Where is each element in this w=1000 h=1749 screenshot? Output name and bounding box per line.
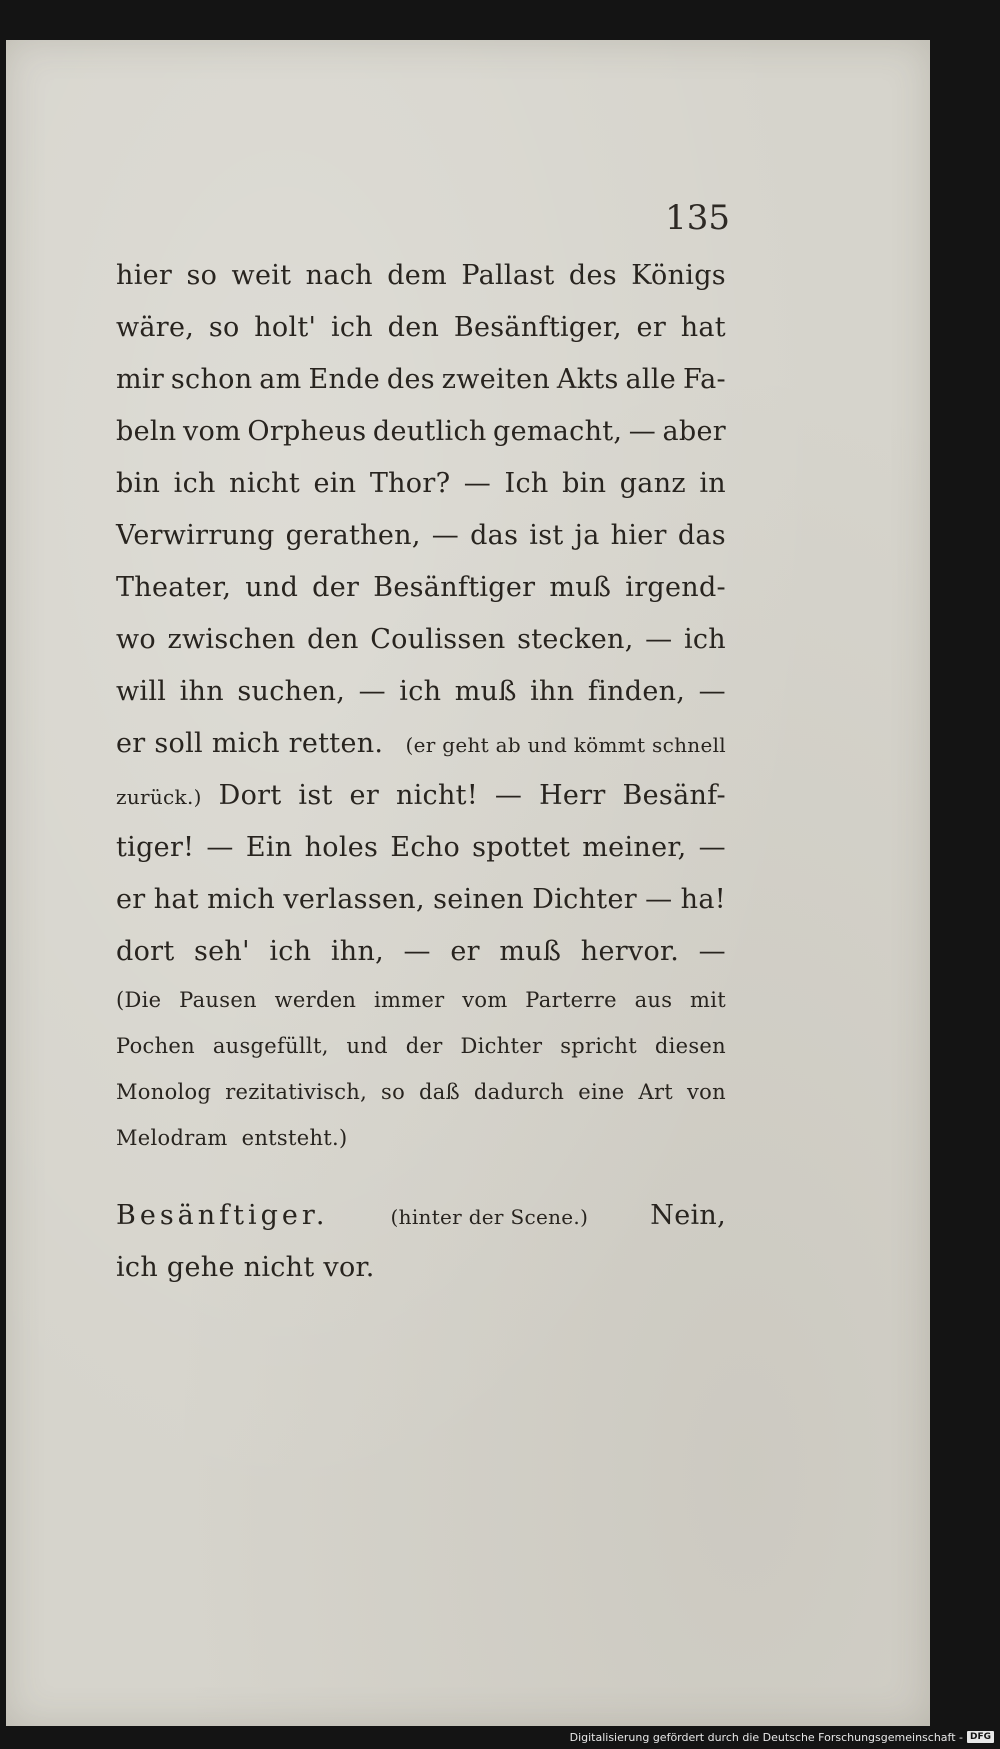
word: und <box>245 572 299 603</box>
word: gemacht, <box>493 416 623 447</box>
word: holt' <box>254 312 317 343</box>
word: entsteht.) <box>241 1126 348 1150</box>
word: er <box>349 780 380 811</box>
word: am <box>259 364 302 395</box>
text-line <box>116 468 726 520</box>
text-line <box>116 260 726 312</box>
word: Dichter <box>532 884 637 915</box>
word: ausgefüllt, <box>212 1034 329 1058</box>
word: der <box>405 1034 443 1058</box>
text-block <box>116 260 726 1304</box>
word: ich <box>269 936 312 967</box>
word: ich <box>173 468 216 499</box>
word: so <box>381 1080 406 1104</box>
word: Monolog <box>116 1080 212 1104</box>
word: ja <box>574 520 600 551</box>
word: Ein <box>245 832 293 863</box>
word: ihn <box>530 676 575 707</box>
word: ich <box>330 312 373 343</box>
digitization-credit <box>570 1729 994 1745</box>
stage-direction-line <box>116 1034 726 1080</box>
word: spottet <box>472 832 571 863</box>
word: ein <box>313 468 357 499</box>
word: seinen <box>433 884 525 915</box>
stage-direction-line <box>116 1126 726 1172</box>
word: daß <box>419 1080 460 1104</box>
word: irgend- <box>625 572 726 603</box>
word: hier <box>610 520 667 551</box>
word: finden, <box>587 676 686 707</box>
word: — <box>358 676 386 707</box>
word: das <box>677 520 726 551</box>
stage-direction-text: (er geht ab und kömmt schnell <box>405 733 726 757</box>
word: Besänf- <box>622 780 726 811</box>
word: — <box>431 520 460 551</box>
spoken-text: er soll mich retten. <box>116 728 384 759</box>
word: wäre, <box>116 312 195 343</box>
word: wo <box>116 624 156 655</box>
word: ist <box>529 520 564 551</box>
word: — <box>403 936 431 967</box>
word: er <box>116 884 146 915</box>
stage-direction-line <box>116 1080 726 1126</box>
speech-line <box>116 1252 726 1304</box>
word: Dort <box>218 780 282 811</box>
word: (Die <box>116 988 162 1012</box>
word: ganz <box>619 468 686 499</box>
word: — <box>698 676 726 707</box>
word: ihn <box>179 676 224 707</box>
word: Besänftiger, <box>453 312 622 343</box>
word: gerathen, <box>285 520 421 551</box>
word: Pallast <box>461 260 555 291</box>
word: und <box>346 1034 388 1058</box>
word: von <box>687 1080 726 1104</box>
word: mich <box>207 884 276 915</box>
word: Art <box>638 1080 674 1104</box>
word: muß <box>549 572 612 603</box>
word: bin <box>562 468 607 499</box>
word: will <box>116 676 167 707</box>
word: suchen, <box>237 676 346 707</box>
word: Herr <box>539 780 606 811</box>
stage-direction-line <box>116 988 726 1034</box>
word: Ende <box>308 364 381 395</box>
text-line <box>116 780 726 832</box>
word: muß <box>454 676 517 707</box>
word: zwischen <box>167 624 296 655</box>
word: schon <box>170 364 253 395</box>
word: vom <box>462 988 508 1012</box>
word: er <box>450 936 480 967</box>
word: — <box>206 832 234 863</box>
text-line <box>116 884 726 936</box>
word: stecken, <box>517 624 634 655</box>
word: Ich <box>504 468 549 499</box>
word: vom <box>182 416 241 447</box>
page-number: 135 <box>665 198 730 238</box>
word: Parterre <box>525 988 617 1012</box>
text-line <box>116 520 726 572</box>
word: der <box>312 572 360 603</box>
word: rezitativisch, <box>225 1080 368 1104</box>
word: eine <box>578 1080 625 1104</box>
word: das <box>470 520 519 551</box>
word: — <box>463 468 492 499</box>
word: mir <box>116 364 165 395</box>
word: Thor? <box>369 468 451 499</box>
text-line <box>116 676 726 728</box>
spoken-text: Nein, <box>650 1200 726 1231</box>
word: Melodram <box>116 1126 228 1150</box>
word: hat <box>153 884 199 915</box>
word: Königs <box>631 260 726 291</box>
word: — <box>698 936 726 967</box>
word: den <box>307 624 359 655</box>
word: hat <box>680 312 726 343</box>
word: — <box>645 624 673 655</box>
word: hier <box>116 260 173 291</box>
word: meiner, <box>582 832 687 863</box>
word: — <box>698 832 726 863</box>
word: seh' <box>193 936 250 967</box>
word: tiger! <box>116 832 195 863</box>
word: alle <box>625 364 677 395</box>
text-line <box>116 572 726 624</box>
word: nach <box>305 260 373 291</box>
word: — <box>628 416 657 447</box>
word: in <box>699 468 726 499</box>
word: werden <box>274 988 357 1012</box>
word: ich <box>399 676 442 707</box>
word: hervor. <box>580 936 680 967</box>
word: dadurch <box>473 1080 565 1104</box>
word: Verwirrung <box>116 520 275 551</box>
text-line <box>116 936 726 988</box>
word: ist <box>298 780 333 811</box>
word: den <box>387 312 440 343</box>
word: so <box>208 312 240 343</box>
word: weit <box>231 260 292 291</box>
speaker-name: Besänftiger. <box>116 1200 329 1231</box>
word: holes <box>304 832 379 863</box>
word: Pochen <box>116 1034 195 1058</box>
word: Theater, <box>116 572 232 603</box>
text-line <box>116 832 726 884</box>
speech-line <box>116 1200 726 1252</box>
text-line <box>116 364 726 416</box>
text-line <box>116 312 726 364</box>
word: Besänftiger <box>373 572 536 603</box>
credit-text: Digitalisierung gefördert durch die Deutsche Forschungsgemeinschaft - <box>569 1730 963 1744</box>
word: ihn, <box>330 936 385 967</box>
text-line <box>116 624 726 676</box>
dfg-logo: DFG <box>967 1731 994 1743</box>
word: des <box>386 364 435 395</box>
word: Orpheus <box>247 416 367 447</box>
stage-direction-text: zurück.) <box>116 785 202 809</box>
word: Dichter <box>460 1034 543 1058</box>
word: nicht! <box>395 780 478 811</box>
text-line <box>116 728 726 780</box>
word: muß <box>499 936 562 967</box>
word: nicht <box>229 468 301 499</box>
word: dem <box>387 260 447 291</box>
word: dort <box>116 936 175 967</box>
word: ha! <box>680 884 726 915</box>
word: — <box>645 884 673 915</box>
word: bin <box>116 468 161 499</box>
word: — <box>494 780 523 811</box>
word: aber <box>662 416 726 447</box>
word: so <box>186 260 218 291</box>
word: verlassen, <box>283 884 425 915</box>
word: er <box>636 312 667 343</box>
word: diesen <box>654 1034 726 1058</box>
word: zweiten <box>441 364 551 395</box>
word: ich <box>683 624 726 655</box>
word: des <box>568 260 617 291</box>
word: Akts <box>556 364 619 395</box>
word: Fa- <box>682 364 726 395</box>
word: mit <box>690 988 726 1012</box>
word: spricht <box>560 1034 637 1058</box>
word: Echo <box>390 832 461 863</box>
word: immer <box>373 988 445 1012</box>
stage-direction-text: (hinter der Scene.) <box>390 1205 589 1229</box>
spoken-text: ich gehe nicht vor. <box>116 1252 375 1283</box>
text-line <box>116 416 726 468</box>
word: Pausen <box>179 988 257 1012</box>
book-page <box>6 40 930 1726</box>
word: deutlich <box>372 416 487 447</box>
word: beln <box>116 416 177 447</box>
word: Coulissen <box>370 624 506 655</box>
word: aus <box>634 988 673 1012</box>
paragraph-gap <box>116 1172 726 1200</box>
